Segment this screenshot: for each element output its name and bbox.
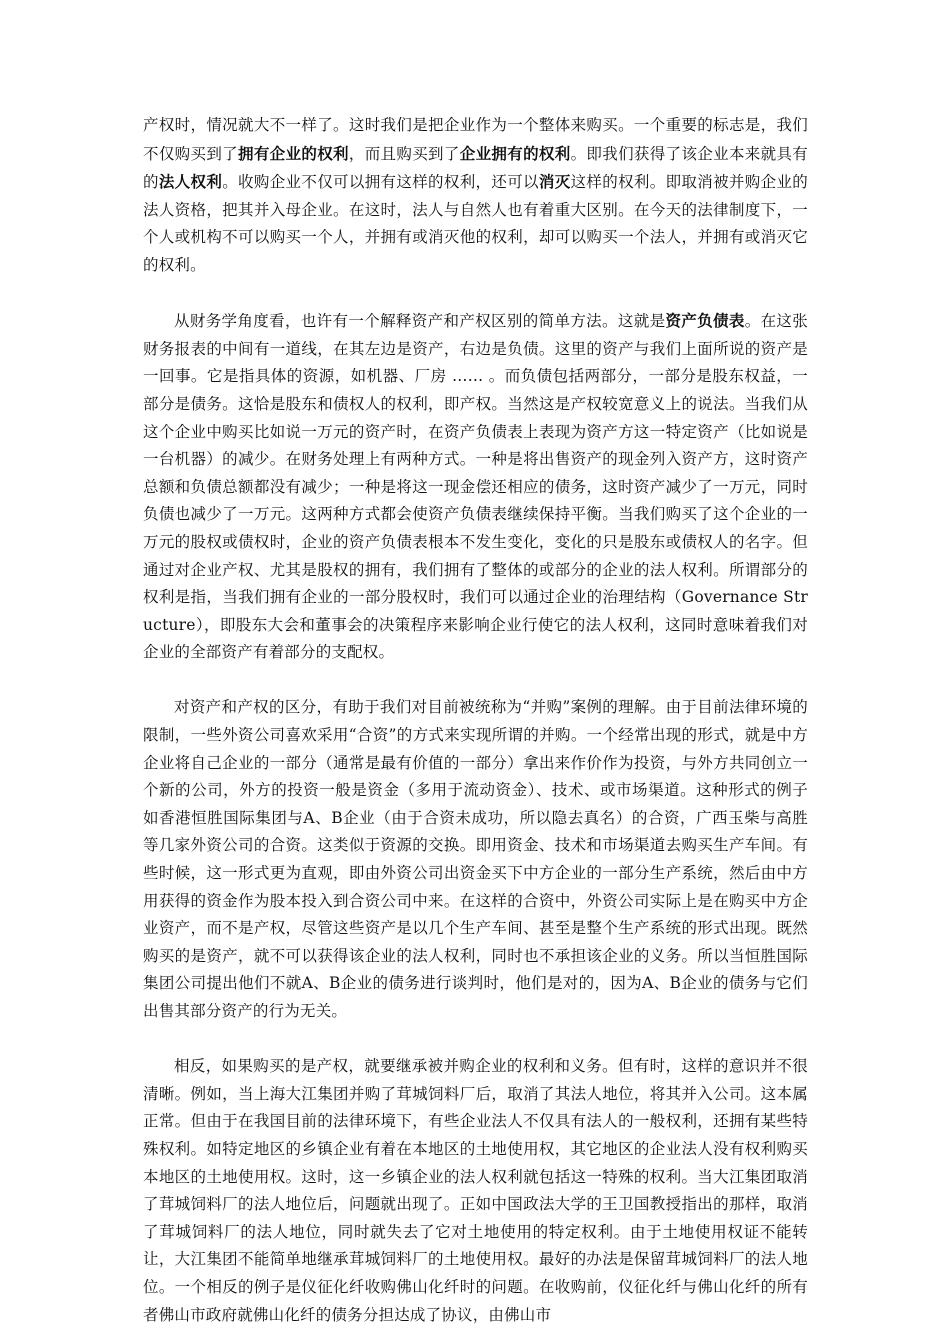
- document-page: [143, 112, 808, 1329]
- text-segment: 。即我们获得了该企业本来就具有的: [143, 144, 808, 192]
- paragraph-3: [143, 694, 808, 1025]
- bold-term: 法人权利: [158, 172, 223, 192]
- paragraph-gap: [143, 667, 808, 695]
- paragraph-4: [143, 1053, 808, 1329]
- text-segment: 相反，如果购买的是产权，就要继承被并购企业的权利和义务。但有时，这样的意识并不很清晰。例如，当上海大江集团并购了茸城饲料厂后，取消了其法人地位，将其并入公司。这本属正常。但由于在我国目前的法律环境下，有些企业法人不仅具有法人的一般权利，还拥有某些特殊权利。如特定地区的乡镇企业有着在本地区的土地使用权，其它地区的企业法人没有权利购买本地区的土地使用权。这时，这一乡镇企业的法人权利就包括这一特殊的权利。当大江集团取消了茸城饲料厂的法人地位后，问题就出现了。正如中国政法大学的王卫国教授指出的那样，取消了茸城饲料厂的法人地位，同时就失去了它对土地使用的特定权利。由于土地使用权证不能转让，大江集团不能简单地继承茸城饲料厂的土地使用权。最好的办法是保留茸城饲料厂的法人地位。一个相反的例子是仪征化纤收购佛山化纤时的问题。在收购前，仪征化纤与佛山化纤的所有者佛山市政府就佛山化纤的债务分担达成了协议，由佛山市: [143, 1057, 808, 1324]
- paragraph-2: [143, 307, 808, 667]
- text-segment: 。在这张财务报表的中间有一道线，在其左边是资产，右边是负债。这里的资产与我们上面所说的资产是一回事。它是指具体的资源，如机器、厂房 …… 。而负债包括两部分，一部分是股东权益，一部分是债务。这恰是股东和债权人的权利，即产权。当然这是产权较宽意义上的说法。当我们从这个企业中购买比如说一万元的资产时，在资产负债表上表现为资产方这一特定资产（比如说是一台机器）的减少。在财务处理上有两种方式。一种是将出售资产的现金列入资产方，这时资产总额和负债总额都没有减少；一种是将这一现金偿还相应的债务，这时资产减少了一万元，同时负债也减少了一万元。这两种方式都会使资产负债表继续保持平衡。当我们购买了这个企业的一万元的股权或债权时，企业的资产负债表根本不发生变化，变化的只是股东或债权人的名字。但通过对企业产权、尤其是股权的拥有，我们拥有了整体的或部分的企业的法人权利。所谓部分的权利是指，当我们拥有企业的一部分股权时，我们可以通过企业的治理结构（Governance Structure），即股东大会和董事会的决策程序来影响企业行使它的法人权利，这同时意味着我们对企业的全部资产有着部分的支配权。: [143, 312, 808, 662]
- text-segment: ，而且购买到了: [348, 144, 460, 163]
- text-segment: 。收购企业不仅可以拥有这样的权利，还可以: [222, 173, 539, 192]
- paragraph-1: [143, 112, 808, 280]
- text-segment: 产权时，情况就大不一样了。这时我们是把企业作为一个整体来购买。一个重要的标志是，我们不仅购买到了: [143, 116, 808, 163]
- text-segment: 从财务学角度看，也许有一个解释资产和产权区别的简单方法。这就是: [174, 312, 666, 331]
- bold-term: 消灭: [538, 172, 571, 192]
- bold-term: 拥有企业的权利: [238, 143, 349, 163]
- bold-term: 企业拥有的权利: [459, 143, 571, 163]
- text-segment: 对资产和产权的区分，有助于我们对目前被统称为“并购”案例的理解。由于目前法律环境的限制，一些外资公司喜欢采用“合资”的方式来实现所谓的并购。一个经常出现的形式，就是中方企业将自己企业的一部分（通常是最有价值的一部分）拿出来作价作为投资，与外方共同创立一个新的公司，外方的投资一般是资金（多用于流动资金）、技术、或市场渠道。这种形式的例子如香港恒胜国际集团与A、B企业（由于合资未成功，所以隐去真名）的合资，广西玉柴与高胜等几家外资公司的合资。这类似于资源的交换。即用资金、技术和市场渠道去购买生产车间。有些时候，这一形式更为直观，即由外资公司出资金买下中方企业的一部分生产系统，然后由中方用获得的资金作为股本投入到合资公司中来。在这样的合资中，外资公司实际上是在购买中方企业资产，而不是产权，尽管这些资产是以几个生产车间、甚至是整个生产系统的形式出现。既然购买的是资产，就不可以获得该企业的法人权利，同时也不承担该企业的义务。所以当恒胜国际集团公司提出他们不就A、B企业的债务进行谈判时，他们是对的，因为A、B企业的债务与它们出售其部分资产的行为无关。: [143, 698, 808, 1020]
- text-segment: 这样的权利。即取消被并购企业的法人资格，把其并入母企业。在这时，法人与自然人也有着重大区别。在今天的法律制度下，一个人或机构不可以购买一个人，并拥有或消灭他的权利，却可以购买一个法人，并拥有或消灭它的权利。: [143, 173, 808, 274]
- bold-term: 资产负债表: [665, 311, 745, 331]
- paragraph-gap: [143, 1026, 808, 1054]
- paragraph-gap: [143, 280, 808, 308]
